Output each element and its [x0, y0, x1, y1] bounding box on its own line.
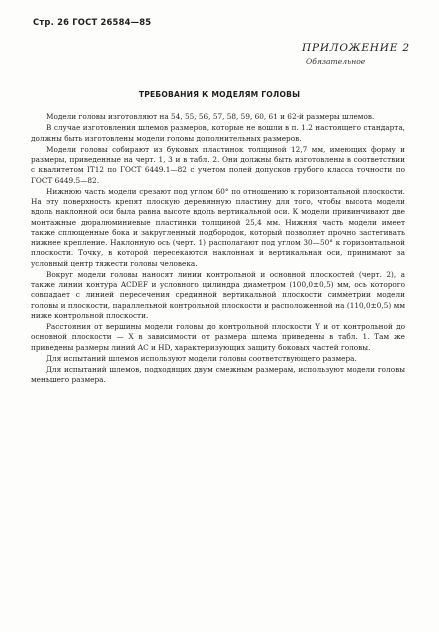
section-title: ТРЕБОВАНИЯ К МОДЕЛЯМ ГОЛОВЫ: [138, 90, 301, 99]
appendix-title: ПРИЛОЖЕНИЕ 2: [302, 42, 410, 54]
paragraph: Модели головы изготовляют на 54, 55, 56, 57, 58, 59, 60, 61 и 62-й размеры шлемов.: [46, 112, 375, 121]
paragraph: Для испытаний шлемов, подходящих двум смежным размерам, используют модели головы меньшего размера.: [31, 365, 405, 385]
paragraph: Для испытаний шлемов используют модели головы соответствующего размера.: [46, 353, 357, 363]
appendix-subtitle: Обязательное: [306, 57, 366, 66]
paragraph: Вокруг модели головы наносят линии контрольной и основной плоскостей (черт. 2), а также линии контура ACDEF и условного цилиндра диаметром (100,0±0,5) мм, ось которого совпадает с линией пересечения срединной вертикальной плоскости симметрии модели головы и плоскости, параллельной контрольной плоскости и расположенной на (110,0±0,5) мм ниже контрольной плоскости.: [31, 269, 405, 320]
paragraph: Нижнюю часть модели срезают под углом 60° по отношению к горизонтальной плоскости. На эту поверхность крепят плоскую деревянную пластину для того, чтобы высота модели вдоль наклонной оси была равна высоте вдоль вертикальной оси. К модели привинчивают две монтажные дюралюминиевые пластинки толщиной 25,4 мм. Нижняя часть модели имеет также сплющенные бока и закругленный подбородок, который позволяет прочно застегивать нижнее крепление. Наклонную ось (черт. 1) располагают под углом 30—50° к горизонтальной плоскости. Точку, в которой пересекаются наклонная и вертикальная оси, принимают за условный центр тяжести головы человека.: [31, 186, 405, 268]
document-body: [31, 112, 405, 387]
page-header: Стр. 26 ГОСТ 26584—85: [33, 17, 152, 27]
paragraph: В случае изготовления шлемов размеров, которые не вошли в п. 1.2 настоящего стандарта, должны быть изготовлены модели головы дополнительных размеров.: [31, 123, 405, 143]
paragraph: Модели головы собирают из буковых пластинок толщиной 12,7 мм, имеющих форму и размеры, приведенные на черт. 1, 3 и в табл. 2. Они должны быть изготовлены в соответствии с квалитетом IT12 по ГОСТ 6449.1—82 с учетом полей допусков грубого класса точности по ГОСТ 6449.5—82.: [31, 144, 405, 185]
appendix-block: [302, 42, 410, 66]
paragraph: Расстояния от вершины модели головы до контрольной плоскости Y и от контрольной до основной плоскости — X в зависимости от размера шлема приведены в табл. 1. Там же приведены размеры линий AC и HD, характеризующих защиту боковых частей головы.: [31, 322, 405, 352]
